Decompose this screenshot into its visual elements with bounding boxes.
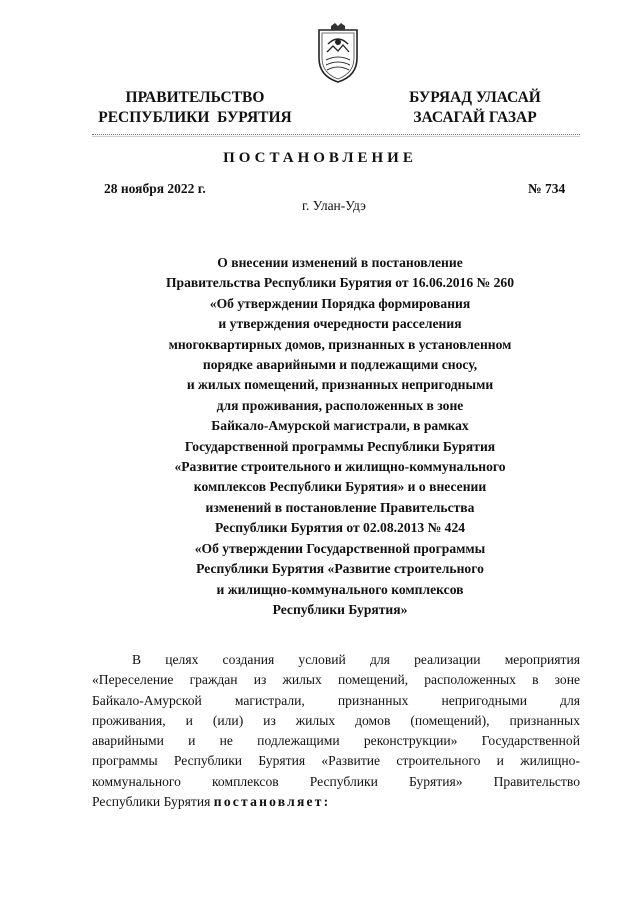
subject-line: Республики Бурятия от 02.08.2013 № 424 [214,520,466,536]
subject-line: изменений в постановление Правительства [205,499,475,515]
subject-line: Государственной программы Республики Бурятия [184,438,496,454]
paragraph-line: коммунального комплексов Республики Бурятия» Правительство [92,773,580,789]
document-number: № 734 [528,181,566,196]
subject-line: О внесении изменений в постановление [217,255,463,270]
government-name-russian [95,88,295,128]
paragraph-line: программы Республики Бурятия «Развитие строительного и жилищно- [92,753,580,769]
subject-line: и жилищно-коммунального комплексов [216,581,464,597]
subject-line: «Об утверждении Порядка формирования [209,295,471,311]
subject-line: Республики Бурятия «Развитие строительного [196,561,484,577]
resolves-keyword: постановляет: [213,794,331,810]
header-left-line1: ПРАВИТЕЛЬСТВО [125,89,265,106]
subject-line: для проживания, расположенных в зоне [216,397,464,413]
preamble-paragraph [92,650,580,812]
paragraph-line-final [92,792,580,812]
paragraph-line-text: Республики Бурятия [92,794,211,810]
government-name-buryat [395,88,555,128]
subject-line: Байкало-Амурской магистрали, в рамках [211,418,469,434]
coat-of-arms-icon [313,22,363,84]
header-right-line2: ЗАСАГАЙ ГАЗАР [413,109,537,126]
paragraph-line: аварийными и не подлежащими реконструкции» Государственной [92,733,580,749]
subject-line: и жилых помещений, признанных непригодными [186,377,494,393]
header-left-line2: РЕСПУБЛИКИ БУРЯТИЯ [98,109,292,126]
paragraph-line [92,650,580,670]
document-subject [90,253,590,620]
header-divider-secondary [92,136,580,137]
header-right-line1: БУРЯАД УЛАСАЙ [409,89,541,106]
paragraph-line: Байкало-Амурской магистрали, признанных непригодными для [92,692,580,708]
document-date: 28 ноября 2022 г. [104,181,206,196]
header-divider [92,134,580,135]
subject-line: и утверждения очередности расселения [218,316,462,332]
document-city: г. Улан-Удэ [302,198,366,213]
subject-line: многоквартирных домов, признанных в установленном [168,336,512,352]
paragraph-line-text: В целях создания условий для реализации мероприятия [132,652,580,667]
document-type: ПОСТАНОВЛЕНИЕ [223,150,417,166]
subject-line: «Об утверждении Государственной программы [194,540,486,556]
subject-line: комплексов Республики Бурятия» и о внесении [193,479,487,495]
subject-line: Правительства Республики Бурятия от 16.06.2016 № 260 [165,275,514,291]
paragraph-line: «Переселение граждан из жилых помещений, расположенных в зоне [92,672,580,688]
subject-line: порядке аварийными и подлежащими сносу, [202,357,478,373]
paragraph-line: проживания, и (или) из жилых домов (помещений), признанных [92,712,580,728]
subject-line: «Развитие строительного и жилищно-коммунального [174,459,506,475]
subject-line: Республики Бурятия» [272,601,408,617]
